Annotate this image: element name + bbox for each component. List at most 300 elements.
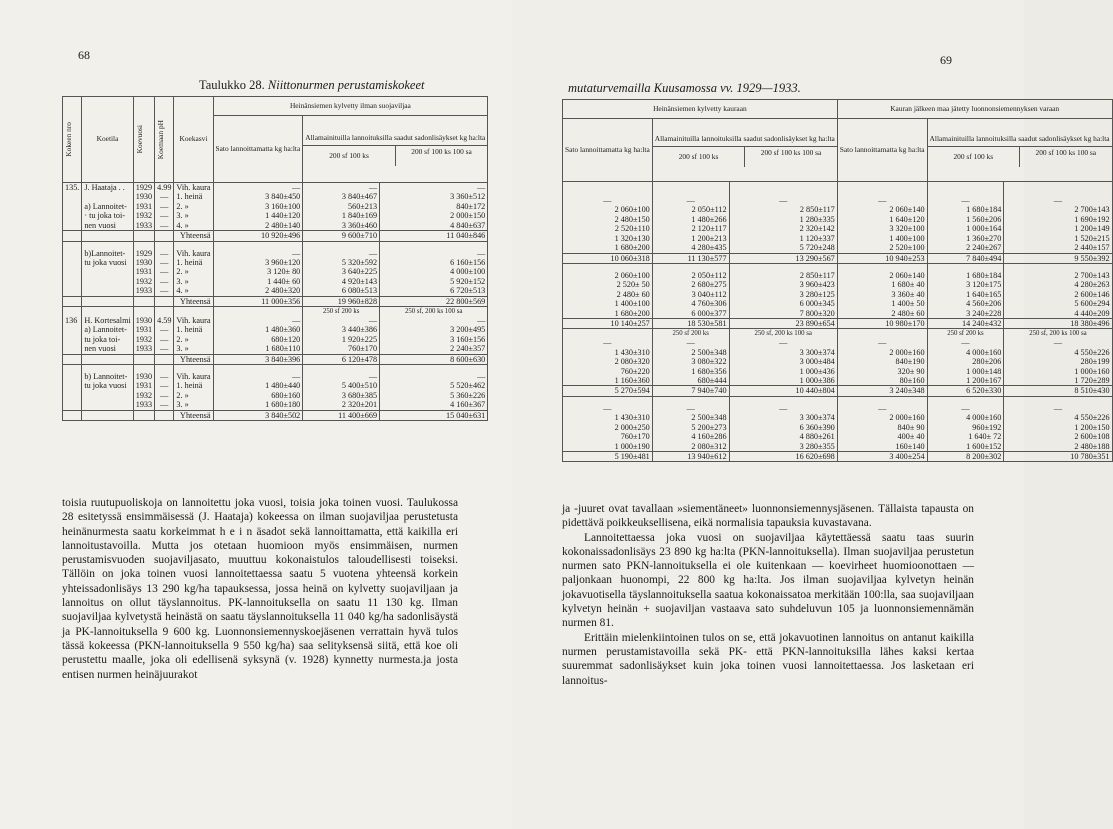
yield-cell: 3 280±355 bbox=[729, 442, 837, 452]
koevuosi: 1931 bbox=[133, 381, 154, 390]
cell bbox=[155, 354, 174, 364]
paragraph: Erittäin mielenkiintoinen tulos on se, että jokavuotinen lannoitus on antanut kaikilla nurmen perustamistavoilla sekä PK- että PKN-lannoituksilla lähes kaksi kertaa suuremmat sadonlisäykset kuin joka toinen vuosi lannoitettaessa. Jos lasketaan eri lannoitus- bbox=[562, 631, 974, 687]
ph: — bbox=[155, 249, 174, 258]
cell bbox=[652, 263, 729, 271]
cell bbox=[63, 410, 82, 420]
cell bbox=[927, 182, 1004, 197]
col-sato-1: Sato lannoittamatta kg ha:lta bbox=[563, 119, 653, 182]
total-cell: 3 400±254 bbox=[837, 451, 927, 461]
yield-a: 2 320±201 bbox=[303, 400, 380, 410]
yield-cell: 1 680±200 bbox=[563, 309, 653, 319]
table-row bbox=[563, 367, 1113, 376]
right-page bbox=[512, 0, 1110, 829]
koekasvi: 3. » bbox=[174, 400, 213, 410]
yield-a: 3 360±460 bbox=[303, 221, 380, 231]
cell bbox=[82, 410, 133, 420]
subheader-cell: 250 sf 200 ks bbox=[303, 307, 380, 316]
total-label: Yhteensä bbox=[174, 231, 213, 241]
table-row bbox=[63, 277, 488, 286]
cell bbox=[927, 396, 1004, 404]
yield-cell: 1 000±190 bbox=[563, 442, 653, 452]
cell bbox=[729, 263, 837, 271]
koevuosi: 1931 bbox=[133, 325, 154, 334]
koetila: a) Lannoitet- bbox=[82, 325, 133, 334]
total-a: 9 600±710 bbox=[303, 231, 380, 241]
yield-cell: 2 600±108 bbox=[1004, 432, 1112, 441]
yield-cell: 2 060±140 bbox=[837, 205, 927, 214]
total-cell: 7 840±494 bbox=[927, 253, 1004, 263]
cell bbox=[213, 364, 303, 372]
yield-cell: 2 700±143 bbox=[1004, 271, 1112, 280]
total-cell: 5 270±594 bbox=[563, 386, 653, 396]
total-cell: 8 510±430 bbox=[1004, 386, 1112, 396]
yield-cell: 3 360± 40 bbox=[837, 290, 927, 299]
total-b: 15 040±631 bbox=[380, 410, 488, 420]
cell bbox=[303, 241, 380, 249]
header-group1: Heinänsiemen kylvetty kauraan bbox=[563, 100, 838, 119]
cell bbox=[133, 241, 154, 249]
yield-b: 4 840±637 bbox=[380, 221, 488, 231]
sato: 1 480±440 bbox=[213, 381, 303, 390]
yield-cell: 2 850±117 bbox=[729, 271, 837, 280]
subheader-cell: 250 sf, 200 ks 100 sa bbox=[380, 307, 488, 316]
cell bbox=[82, 231, 133, 241]
ph: 4.99 bbox=[155, 183, 174, 193]
koekasvi: 4. » bbox=[174, 286, 213, 296]
yield-cell: 1 200±150 bbox=[1004, 423, 1112, 432]
cell bbox=[652, 396, 729, 404]
cell bbox=[174, 307, 213, 316]
table-row bbox=[63, 286, 488, 296]
yield-cell: 6 360±390 bbox=[729, 423, 837, 432]
table-title bbox=[199, 78, 425, 93]
yield-cell: 5 600±294 bbox=[1004, 299, 1112, 308]
koe-nro bbox=[63, 391, 82, 400]
yield-cell: 2 000±160 bbox=[837, 413, 927, 422]
cell bbox=[155, 364, 174, 372]
yield-cell: 1 400±100 bbox=[563, 299, 653, 308]
subheader-cell: 250 sf, 200 ks 100 sa bbox=[1004, 329, 1112, 338]
table-label: Taulukko 28. bbox=[199, 78, 265, 92]
yield-cell: — bbox=[652, 196, 729, 205]
yield-cell: 760±170 bbox=[563, 432, 653, 441]
yield-cell: 1 640± 72 bbox=[927, 432, 1004, 441]
trial-table-right bbox=[562, 99, 1113, 462]
yield-cell: — bbox=[927, 338, 1004, 347]
koetila: b)Lannoitet- bbox=[82, 249, 133, 258]
col-subgroup-1: Allamainituilla lannoituksilla saadut sadonlisäykset kg ha:lta 200 sf 100 ks 200 sf 100 ks 100 sa bbox=[652, 119, 837, 182]
yield-cell: 1 000±436 bbox=[729, 367, 837, 376]
yield-cell: 840± 90 bbox=[837, 423, 927, 432]
yield-cell: 2 320±142 bbox=[729, 224, 837, 233]
cell bbox=[63, 296, 82, 306]
yield-cell: 4 160±286 bbox=[652, 432, 729, 441]
yield-cell: — bbox=[837, 338, 927, 347]
yield-cell: 2 520±110 bbox=[563, 224, 653, 233]
koekasvi: 1. heinä bbox=[174, 258, 213, 267]
table-row bbox=[563, 205, 1113, 214]
yield-cell: 400± 40 bbox=[837, 432, 927, 441]
cell bbox=[652, 182, 729, 197]
ph: — bbox=[155, 192, 174, 201]
koekasvi: 3. » bbox=[174, 277, 213, 286]
table-row bbox=[63, 372, 488, 381]
yield-cell: 3 280±125 bbox=[729, 290, 837, 299]
table-title-italic: mutaturvemailla Kuusamossa vv. 1929—1933. bbox=[568, 81, 801, 95]
yield-cell: 1 480±266 bbox=[652, 215, 729, 224]
header-group2: Kauran jälkeen maa jätetty luonnonsiemennyksen varaan bbox=[837, 100, 1112, 119]
koetila: a) Lannoitet- bbox=[82, 202, 133, 211]
table-row bbox=[563, 396, 1113, 404]
yield-cell: 1 000±160 bbox=[1004, 367, 1112, 376]
total-cell: 18 380±496 bbox=[1004, 319, 1112, 329]
col-koevuosi: Koevuosi bbox=[133, 97, 154, 183]
koe-nro bbox=[63, 400, 82, 410]
yield-b: 840±172 bbox=[380, 202, 488, 211]
yield-cell: 1 400±100 bbox=[837, 234, 927, 243]
yield-cell: — bbox=[729, 338, 837, 347]
yield-cell: 4 000±160 bbox=[927, 413, 1004, 422]
koevuosi: 1933 bbox=[133, 221, 154, 231]
ph: — bbox=[155, 381, 174, 390]
table-row bbox=[563, 215, 1113, 224]
cell bbox=[133, 296, 154, 306]
yield-cell: 2 480± 60 bbox=[837, 309, 927, 319]
yield-cell: 960±192 bbox=[927, 423, 1004, 432]
table-row bbox=[63, 354, 488, 364]
koevuosi: 1932 bbox=[133, 391, 154, 400]
table-row bbox=[563, 451, 1113, 461]
yield-cell: 4 000±160 bbox=[927, 348, 1004, 357]
yield-cell: 2 480±150 bbox=[563, 215, 653, 224]
total-cell: 9 550±392 bbox=[1004, 253, 1112, 263]
ph: — bbox=[155, 202, 174, 211]
yield-cell: — bbox=[837, 196, 927, 205]
yield-cell: 6 000±377 bbox=[652, 309, 729, 319]
cell bbox=[1004, 182, 1112, 197]
yield-cell: 4 550±226 bbox=[1004, 348, 1112, 357]
table-row bbox=[63, 307, 488, 316]
yield-a: 1 840±169 bbox=[303, 211, 380, 220]
cell bbox=[213, 307, 303, 316]
table-row bbox=[63, 202, 488, 211]
table-row bbox=[563, 182, 1113, 197]
sato: 2 480±320 bbox=[213, 286, 303, 296]
koevuosi: 1929 bbox=[133, 249, 154, 258]
koevuosi: 1933 bbox=[133, 344, 154, 354]
yield-cell: 4 760±306 bbox=[652, 299, 729, 308]
table-row bbox=[63, 364, 488, 372]
yield-cell: — bbox=[927, 196, 1004, 205]
koekasvi: 4. » bbox=[174, 221, 213, 231]
cell bbox=[155, 307, 174, 316]
koekasvi: Vih. kaura bbox=[174, 249, 213, 258]
yield-cell: 5 720±248 bbox=[729, 243, 837, 253]
yield-cell: 1 520±215 bbox=[1004, 234, 1112, 243]
yield-cell: — bbox=[1004, 404, 1112, 413]
sato: 3 840±450 bbox=[213, 192, 303, 201]
koetila bbox=[82, 277, 133, 286]
ph: — bbox=[155, 211, 174, 220]
total-b: 11 040±846 bbox=[380, 231, 488, 241]
table-row bbox=[563, 442, 1113, 452]
ph: — bbox=[155, 400, 174, 410]
table-row bbox=[63, 241, 488, 249]
total-b: 22 800±569 bbox=[380, 296, 488, 306]
yield-cell: 1 680±184 bbox=[927, 271, 1004, 280]
cell bbox=[82, 364, 133, 372]
total-sato: 11 000±356 bbox=[213, 296, 303, 306]
col-subgroup: Allamainituilla lannoituksilla saadut sadonlisäykset kg ha:lta 200 sf 100 ks 200 sf 100 ks 100 sa bbox=[303, 116, 488, 183]
yield-cell: 2 480± 60 bbox=[563, 290, 653, 299]
table-row bbox=[63, 183, 488, 193]
yield-cell: 3 300±374 bbox=[729, 413, 837, 422]
total-sato: 10 920±496 bbox=[213, 231, 303, 241]
yield-b: 6 720±513 bbox=[380, 286, 488, 296]
koetila: J. Haataja . . bbox=[82, 183, 133, 193]
yield-a: 760±170 bbox=[303, 344, 380, 354]
yield-b: 5 920±152 bbox=[380, 277, 488, 286]
koetila: tu joka vuosi bbox=[82, 258, 133, 267]
yield-a: 5 400±510 bbox=[303, 381, 380, 390]
yield-a: 560±213 bbox=[303, 202, 380, 211]
table-row bbox=[563, 348, 1113, 357]
subheader-cell bbox=[563, 329, 653, 338]
sato: 1 440± 60 bbox=[213, 277, 303, 286]
yield-cell: 1 680±200 bbox=[563, 243, 653, 253]
table-row bbox=[563, 243, 1113, 253]
yield-cell: 2 080±320 bbox=[563, 357, 653, 366]
cell bbox=[63, 354, 82, 364]
total-cell: 10 140±257 bbox=[563, 319, 653, 329]
subheader-cell bbox=[837, 329, 927, 338]
yield-cell: 280±206 bbox=[927, 357, 1004, 366]
yield-cell: — bbox=[563, 338, 653, 347]
body-text bbox=[62, 496, 458, 682]
koevuosi: 1930 bbox=[133, 192, 154, 201]
koetila bbox=[82, 267, 133, 276]
cell bbox=[213, 241, 303, 249]
yield-cell: 160±140 bbox=[837, 442, 927, 452]
yield-cell: — bbox=[729, 196, 837, 205]
yield-cell: 1 680±184 bbox=[927, 205, 1004, 214]
table-title bbox=[568, 81, 801, 96]
koekasvi: 3. » bbox=[174, 211, 213, 220]
koevuosi: 1932 bbox=[133, 335, 154, 344]
table-row bbox=[63, 344, 488, 354]
yield-cell: — bbox=[563, 196, 653, 205]
koekasvi: 1. heinä bbox=[174, 325, 213, 334]
koevuosi: 1933 bbox=[133, 400, 154, 410]
col-sato-2: Sato lannoittamatta kg ha:lta bbox=[837, 119, 927, 182]
table-title-italic: Niittonurmen perustamiskokeet bbox=[267, 78, 425, 92]
koe-nro: 136 bbox=[63, 316, 82, 325]
cell bbox=[82, 241, 133, 249]
yield-a: 3 680±385 bbox=[303, 391, 380, 400]
koe-nro bbox=[63, 211, 82, 220]
yield-cell: 3 960±423 bbox=[729, 280, 837, 289]
table-row bbox=[563, 386, 1113, 396]
table-row bbox=[63, 335, 488, 344]
yield-cell: 7 800±320 bbox=[729, 309, 837, 319]
koe-nro bbox=[63, 267, 82, 276]
yield-a: — bbox=[303, 316, 380, 325]
koetila: nen vuosi bbox=[82, 344, 133, 354]
total-cell: 23 890±654 bbox=[729, 319, 837, 329]
cell bbox=[82, 307, 133, 316]
cell bbox=[133, 231, 154, 241]
yield-a: 3 640±225 bbox=[303, 267, 380, 276]
yield-cell: 3 300±374 bbox=[729, 348, 837, 357]
yield-cell: 3 320±100 bbox=[837, 224, 927, 233]
yield-a: 6 080±513 bbox=[303, 286, 380, 296]
koekasvi: Vih. kaura bbox=[174, 183, 213, 193]
koetila bbox=[82, 192, 133, 201]
yield-cell: 1 640±165 bbox=[927, 290, 1004, 299]
yield-cell: 4 280±435 bbox=[652, 243, 729, 253]
cell bbox=[837, 263, 927, 271]
cell bbox=[1004, 263, 1112, 271]
yield-cell: 1 280±335 bbox=[729, 215, 837, 224]
ph: — bbox=[155, 335, 174, 344]
cell bbox=[82, 296, 133, 306]
total-label: Yhteensä bbox=[174, 410, 213, 420]
yield-cell: 320± 90 bbox=[837, 367, 927, 376]
col-ph: Koemaan pH bbox=[155, 97, 174, 183]
yield-cell: 2 240±267 bbox=[927, 243, 1004, 253]
yield-cell: — bbox=[729, 404, 837, 413]
table-row bbox=[63, 231, 488, 241]
koetila: b) Lannoitet- bbox=[82, 372, 133, 381]
yield-cell: 2 000±160 bbox=[837, 348, 927, 357]
yield-cell: 1 430±310 bbox=[563, 413, 653, 422]
yield-cell: 3 080±322 bbox=[652, 357, 729, 366]
koekasvi: 1. heinä bbox=[174, 381, 213, 390]
cell bbox=[1004, 396, 1112, 404]
yield-cell: 1 680± 40 bbox=[837, 280, 927, 289]
total-sato: 3 840±502 bbox=[213, 410, 303, 420]
paragraph: Lannoitettaessa joka vuosi on suojaviljaa käytettäessä saatu taas suurin kokonaissadonlisäys 23 890 kg ha:lta (PKN-lannoituksella). Ilman suojaviljaa perustetun nurmen sato PKN-lannoituksella ei ole kuitenkaan — koevirheet huomioonottaen — paljonkaan huonompi, 22 800 kg ha:lta. Jos ilman suojaviljaa kylvetyn heinän jokavuotisella täyslannoituksella saatua kokonaissatoa merkitään 100:lla, saa suojaviljaan kylvetyn heinän + suojaviljan vastaava sato suhdeluvun 105 ja luonnonsiemennämän nurmen 81. bbox=[562, 531, 974, 630]
col-subgroup-2: Allamainituilla lannoituksilla saadut sadonlisäykset kg ha:lta 200 sf 100 ks 200 sf 100 ks 100 sa bbox=[927, 119, 1112, 182]
yield-b: — bbox=[380, 372, 488, 381]
table-row bbox=[63, 211, 488, 220]
yield-cell: — bbox=[1004, 196, 1112, 205]
ph: — bbox=[155, 258, 174, 267]
cell bbox=[155, 296, 174, 306]
paragraph: toisia ruutupuoliskoja on lannoitettu joka vuosi, toisia joka toinen vuosi. Taulukossa 28 esitetyssä ensimmäisessä (J. Haataja) kokeessa on ilman suojaviljaa perustetusta heinänurmesta saatu korkeimmat h e i n äsadot sekä lannoittamatta, että kaikilla eri lannoitustavoilla. Mutta jos otetaan huomioon myös ensimmäisen, nurmen perustamisvuoden suojaviljasato, muuttuu kokonaistulos taloudellisesti toiseksi. Tällöin on joka toinen vuosi lannoitettaessa saatu 5 vuotena yhteensä korkein yhteissadonlisäys 13 290 kg/ha tapauksessa, jossa heinä on kylvetty suojaviljaan ja lannoitus on ollut täyslannoitus. PK-lannoituksella on saatu 11 130 kg. Ilman suojaviljaa kylvetystä heinästä on saatu täyslannoituksella 11 040 kg/ha sadonlisäystä ja PK-lannoituksella 9 600 kg. Luonnonsiemennyskoejäsenen verrattain hyvä tulos tässä kokeessa (PKN-lannoituksella 9 550 kg/ha) saa selityksensä siitä, että koe oli perustettu maalle, joka oli edellisenä syksynä (v. 1928) kynnetty nurmesta.ja josta entisen nurmen heinäjuurakot bbox=[62, 497, 458, 681]
table-row bbox=[563, 329, 1113, 338]
cell bbox=[729, 396, 837, 404]
yield-cell: 2 060±100 bbox=[563, 271, 653, 280]
page-number: 69 bbox=[940, 53, 952, 67]
yield-cell: 1 200±213 bbox=[652, 234, 729, 243]
sato: 1 680±110 bbox=[213, 344, 303, 354]
koetila: · tu joka toi- bbox=[82, 211, 133, 220]
table-row bbox=[63, 221, 488, 231]
yield-cell: 1 400± 50 bbox=[837, 299, 927, 308]
yield-cell: 680±444 bbox=[652, 376, 729, 386]
koekasvi: 2. » bbox=[174, 335, 213, 344]
yield-cell: 2 060±140 bbox=[837, 271, 927, 280]
koevuosi: 1932 bbox=[133, 277, 154, 286]
yield-cell: 1 360±270 bbox=[927, 234, 1004, 243]
header-group: Heinänsiemen kylvetty ilman suojaviljaa bbox=[213, 97, 488, 116]
cell bbox=[380, 241, 488, 249]
koekasvi: 3. » bbox=[174, 344, 213, 354]
yield-cell: 1 000±164 bbox=[927, 224, 1004, 233]
table-row bbox=[563, 319, 1113, 329]
yield-cell: 2 050±112 bbox=[652, 271, 729, 280]
col-sato: Sato lannoittamatta kg ha:lta bbox=[213, 116, 303, 183]
total-cell: 10 940±253 bbox=[837, 253, 927, 263]
total-cell: 8 200±302 bbox=[927, 451, 1004, 461]
sato: 680±120 bbox=[213, 335, 303, 344]
koevuosi: 1930 bbox=[133, 316, 154, 325]
yield-b: 2 000±150 bbox=[380, 211, 488, 220]
koekasvi: 2. » bbox=[174, 267, 213, 276]
koe-nro bbox=[63, 286, 82, 296]
cell bbox=[63, 364, 82, 372]
yield-cell: — bbox=[652, 404, 729, 413]
koe-nro: 135. bbox=[63, 183, 82, 193]
col-koekasvi: Koekasvi bbox=[174, 97, 213, 183]
yield-cell: — bbox=[652, 338, 729, 347]
yield-cell: 1 000±386 bbox=[729, 376, 837, 386]
yield-cell: 2 600±146 bbox=[1004, 290, 1112, 299]
table-row bbox=[563, 234, 1113, 243]
koevuosi: 1931 bbox=[133, 267, 154, 276]
yield-cell: 1 690±192 bbox=[1004, 215, 1112, 224]
table-row bbox=[563, 423, 1113, 432]
yield-b: — bbox=[380, 249, 488, 258]
yield-cell: 2 440±157 bbox=[1004, 243, 1112, 253]
koe-nro bbox=[63, 249, 82, 258]
total-cell: 10 980±170 bbox=[837, 319, 927, 329]
total-b: 8 600±630 bbox=[380, 354, 488, 364]
yield-cell: 4 440±209 bbox=[1004, 309, 1112, 319]
koevuosi: 1933 bbox=[133, 286, 154, 296]
yield-b: 3 160±156 bbox=[380, 335, 488, 344]
cell bbox=[563, 396, 653, 404]
yield-cell: 2 480±188 bbox=[1004, 442, 1112, 452]
koevuosi: 1929 bbox=[133, 183, 154, 193]
ph: — bbox=[155, 277, 174, 286]
cell bbox=[82, 354, 133, 364]
table-row bbox=[563, 357, 1113, 366]
total-label: Yhteensä bbox=[174, 296, 213, 306]
total-cell: 11 130±577 bbox=[652, 253, 729, 263]
left-page bbox=[0, 0, 512, 829]
yield-cell: 3 000±484 bbox=[729, 357, 837, 366]
sato: 1 440±120 bbox=[213, 211, 303, 220]
table-row bbox=[63, 249, 488, 258]
yield-a: — bbox=[303, 183, 380, 193]
sato: — bbox=[213, 316, 303, 325]
yield-cell: 1 720±289 bbox=[1004, 376, 1112, 386]
table-row bbox=[563, 299, 1113, 308]
koevuosi: 1932 bbox=[133, 211, 154, 220]
koe-nro bbox=[63, 325, 82, 334]
table-row bbox=[563, 376, 1113, 386]
subheader-cell: 250 sf 200 ks bbox=[652, 329, 729, 338]
koe-nro bbox=[63, 192, 82, 201]
koetila bbox=[82, 400, 133, 410]
col-koetila: Koetila bbox=[82, 97, 133, 183]
table-row bbox=[63, 410, 488, 420]
total-cell: 10 060±318 bbox=[563, 253, 653, 263]
total-a: 6 120±478 bbox=[303, 354, 380, 364]
sato: 3 960±120 bbox=[213, 258, 303, 267]
